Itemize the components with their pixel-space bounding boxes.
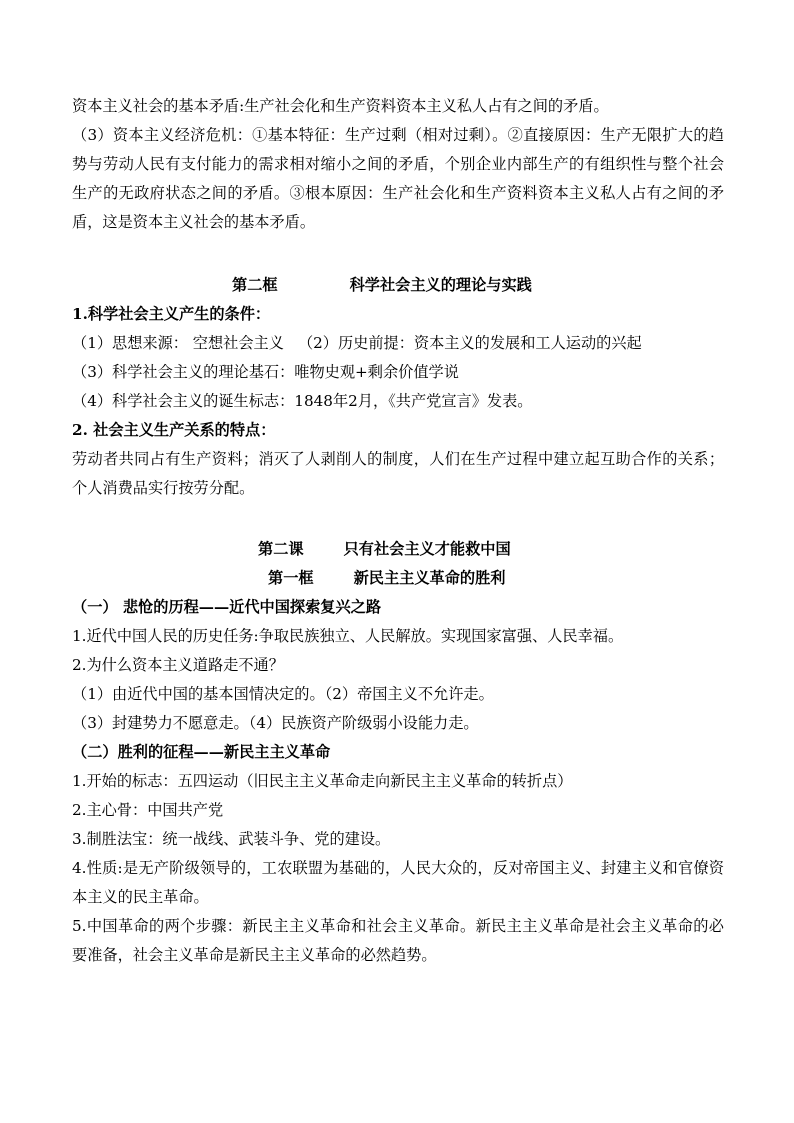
item-start-mark: 1.开始的标志：五四运动（旧民主主义革命走向新民主主义革命的转折点）: [72, 772, 573, 790]
lesson-heading: [72, 535, 724, 564]
item-1: 1.近代中国人民的历史任务:争取民族独立、人民解放。实现国家富强、人民幸福。: [72, 627, 624, 645]
frame-label: 第二框: [232, 276, 278, 294]
item-leader: 2.主心骨：中国共产党: [72, 801, 224, 819]
intro-paragraph-economic-crisis: （3）资本主义经济危机：①基本特征：生产过剩（相对过剩）。②直接原因：生产无限扩大的趋势与劳动人民有支付能力的需求相对缩小之间的矛盾，个别企业内部生产的有组织性与整个社会生产的无政府状态之间的矛盾。③根本原因：生产社会化和生产资料资本主义私人占有之间的矛盾，这是资本主义社会的基本矛盾。: [72, 126, 724, 231]
lesson-title: 只有社会主义才能救中国: [343, 540, 511, 558]
item-nature: 4.性质:是无产阶级领导的，工农联盟为基础的，人民大众的，反对帝国主义、封建主义和官僚资本主义的民主革命。: [72, 859, 724, 906]
condition-1-2: [72, 329, 724, 358]
heading-conditions: 1.科学社会主义产生的条件：: [72, 305, 271, 323]
subsection-heading-1: （一） 悲怆的历程——近代中国探索复兴之路: [72, 598, 382, 616]
item-2-reasons-a: （1）由近代中国的基本国情决定的。（2）帝国主义不允许走。: [72, 685, 494, 703]
frame-title: 科学社会主义的理论与实践: [349, 276, 532, 294]
condition-4: （4）科学社会主义的诞生标志：1848年2月，《共产党宣言》发表。: [72, 392, 533, 410]
condition-3: （3）科学社会主义的理论基石：唯物史观+剩余价值学说: [72, 363, 459, 381]
frame-title: 新民主主义革命的胜利: [353, 569, 506, 587]
subsection-heading-2: （二）胜利的征程——新民主主义革命: [72, 743, 331, 761]
intro-line: 资本主义社会的基本矛盾:生产社会化和生产资料资本主义私人占有之间的矛盾。: [72, 97, 609, 115]
condition-1: （1）思想来源： 空想社会主义: [72, 334, 284, 352]
item-magic-weapons: 3.制胜法宝：统一战线、武装斗争、党的建设。: [72, 830, 391, 848]
frame-label: 第一框: [268, 569, 314, 587]
item-two-steps: 5.中国革命的两个步骤：新民主主义革命和社会主义革命。新民主主义革命是社会主义革命的必要准备，社会主义革命是新民主主义革命的必然趋势。: [72, 917, 724, 964]
spacer: [72, 503, 724, 535]
heading-relations: 2. 社会主义生产关系的特点：: [72, 421, 276, 439]
condition-2: （2）历史前提：资本主义的发展和工人运动的兴起: [297, 334, 642, 352]
item-2-reasons-b: （3）封建势力不愿意走。（4）民族资产阶级弱小设能力走。: [72, 714, 479, 732]
document-page: [72, 92, 724, 970]
spacer: [72, 237, 724, 271]
relations-paragraph: 劳动者共同占有生产资料；消灭了人剥削人的制度，人们在生产过程中建立起互助合作的关系；个人消费品实行按劳分配。: [72, 450, 724, 497]
lesson-label: 第二课: [258, 540, 304, 558]
item-2: 2.为什么资本主义道路走不通？: [72, 656, 284, 674]
lesson-frame-heading: [72, 564, 724, 593]
frame-heading: [72, 271, 724, 300]
